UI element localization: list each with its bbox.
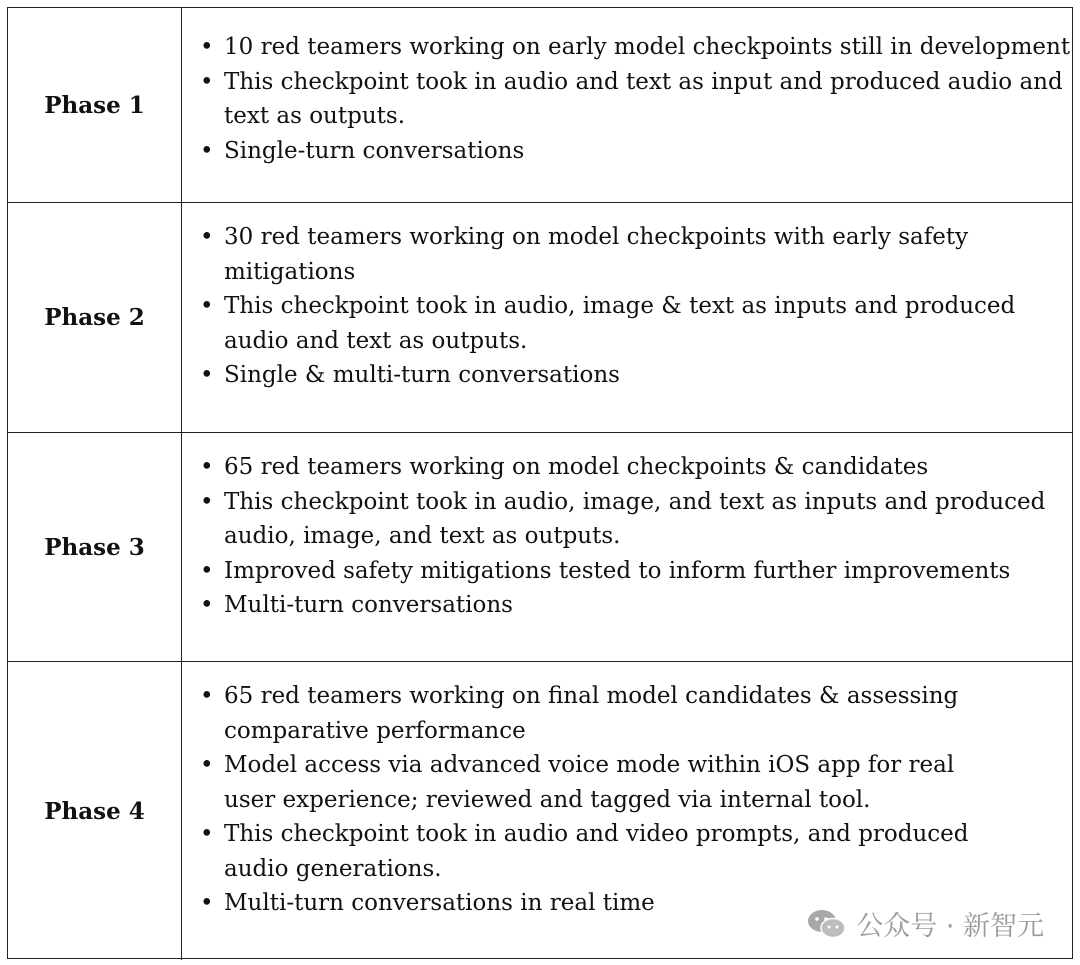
bullet-item: • Single-turn conversations <box>198 134 1072 169</box>
phase-content <box>182 8 1072 202</box>
bullet-item: • Multi-turn conversations <box>198 588 1072 623</box>
bullet-item: • Model access via advanced voice mode within iOS app for real user experience; reviewed and tagged via internal tool. <box>198 748 1002 817</box>
phase-row-1 <box>8 8 1072 203</box>
bullet-item: • 65 red teamers working on model checkpoints & candidates <box>198 450 1072 485</box>
phases-table <box>7 7 1073 959</box>
phase-row-3 <box>8 433 1072 662</box>
phase-label: Phase 3 <box>8 433 182 661</box>
phase-row-2 <box>8 203 1072 433</box>
phase-label: Phase 4 <box>8 662 182 960</box>
bullet-item: • Improved safety mitigations tested to inform further improvements <box>198 554 1072 589</box>
phase-label: Phase 2 <box>8 203 182 432</box>
bullet-item: • This checkpoint took in audio, image & text as inputs and produced audio and text as outputs. <box>198 289 1072 358</box>
bullet-item: • This checkpoint took in audio and video prompts, and produced audio generations. <box>198 817 1002 886</box>
bullet-list <box>198 450 1072 623</box>
bullet-item: • This checkpoint took in audio and text as input and produced audio and text as outputs. <box>198 65 1072 134</box>
phase-label: Phase 1 <box>8 8 182 202</box>
bullet-item: • 30 red teamers working on model checkpoints with early safety mitigations <box>198 220 1072 289</box>
bullet-item: • 10 red teamers working on early model checkpoints still in development <box>198 30 1072 65</box>
wechat-icon <box>806 908 848 940</box>
bullet-list <box>198 30 1072 168</box>
bullet-item: • 65 red teamers working on final model candidates & assessing comparative performance <box>198 679 1002 748</box>
bullet-item: • Single & multi-turn conversations <box>198 358 1072 393</box>
bullet-item: • This checkpoint took in audio, image, and text as inputs and produced audio, image, and text as outputs. <box>198 485 1072 554</box>
phase-content <box>182 433 1072 661</box>
bullet-list <box>198 679 1002 921</box>
phase-content <box>182 203 1072 432</box>
watermark <box>806 904 1044 943</box>
bullet-item: • Multi-turn conversations in real time <box>198 886 1002 921</box>
watermark-text: 公众号 · 新智元 <box>856 911 1044 942</box>
bullet-list <box>198 220 1072 393</box>
